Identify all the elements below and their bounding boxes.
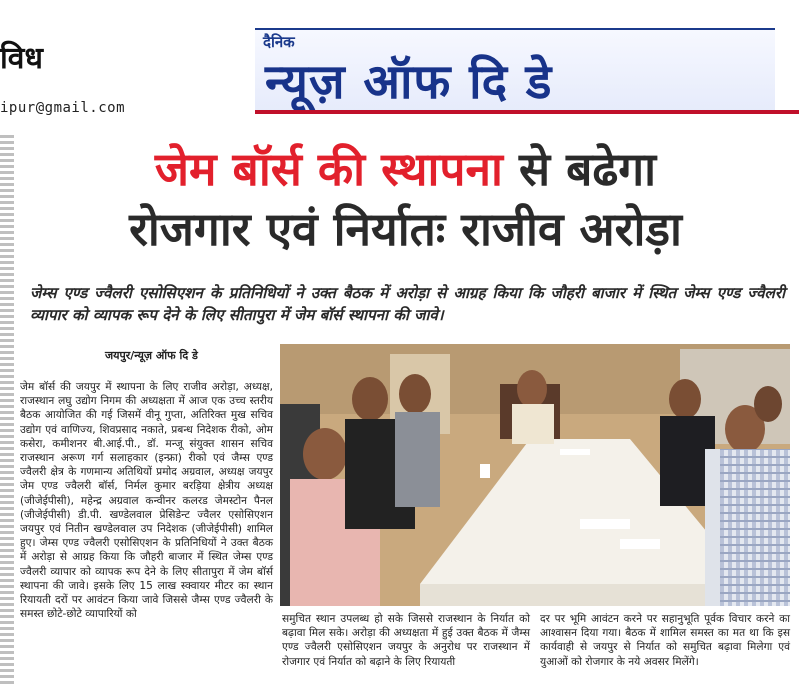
headline-black-part: से बढेगा: [502, 142, 657, 196]
article-column-3: दर पर भूमि आवंटन करने पर सहानुभूति पूर्वक विचार करने का आश्वासन दिया गया। बैठक में शामिल समस्त का मत था कि इस कार्यवाही से जयपुर से निर्यात को समुचित बढ़ावा मिलेगा एवं युआओं को रोजगार के नये अवसर मिलेंगे।: [540, 613, 790, 668]
article-deck: जेम्स एण्ड ज्वैलरी एसोसिएशन के प्रतिनिधियों ने उक्त बैठक में अरोड़ा से आग्रह किया कि जौहरी बाजार में स्थित जेम्स एण्ड ज्वैलरी व्यापार को व्यापक रूप देने के लिए सीतापुरा में जेम बॉर्स स्थापना की जावे।: [30, 284, 785, 324]
masthead: [0, 0, 799, 120]
article-column-2: समुचित स्थान उपलब्ध हो सके जिससे राजस्थान के निर्यात को बढ़ावा मिल सके। अरोड़ा की अध्यक्षता में हुई उक्त बैठक में जैम्स एण्ड ज्वैलरी एसोसिएशन जयपुर के अनुरोध पर राजस्थान में रोजगार एवं निर्यात को बढ़ाने के लिए रियायती: [282, 613, 530, 668]
article-column-1: जेम बॉर्स की जयपुर में स्थापना के लिए राजीव अरोड़ा, अध्यक्ष, राजस्थान लघु उद्योग निगम की अध्यक्षता में आज एक उच्च स्तरीय बैठक आयोजित की गई जिसमें वीनू गुप्ता, अतिरिक्त मुख सचिव उद्योग एवं वाणिज्य, शिवप्रसाद नकाते, प्रबन्ध निदेशक रीको, ओम कसेरा, कमीशनर बी.आई.पी., डॉ. मन्जू संयुक्त शासन सचिव राजस्थान अरूण गर्ग सलाहकार (इन्फ्रा) रीको एवं जैम्स एण्ड ज्वैलरी क्षेत्र के गणमान्य अतिथियों प्रमोद अग्रवाल, अध्यक्ष जयपुर जेम एण्ड ज्वैलरी बॉर्स, निर्मल कुमार बरड़िया क्षेत्रीय अध्यक्ष (जीजेईपीसी), महेन्द्र अग्रवाल कन्वीनर कलरड जेमस्टोन पैनल (जीजेईपीसी) डी.पी. खण्डेलवाल प्रेसिडेन्ट ज्वैलर एसोसिएशन जयपुर एवं नितीन खण्डेलवाल उप निदेशक (जीजेईपीसी) शामिल हुए। जेम्स एण्ड ज्वैलरी एसोसिएशन के प्रतिनिधियों ने उक्त बैठक में अरोड़ा से आग्रह किया कि जौहरी बाजार में स्थित जेम्स एण्ड ज्वैलरी व्यापार को व्यापक रूप देने के लिए सीतापुरा में जेम बॉर्स स्थापना की जावे। इसके लिए 15 लाख स्क्वायर मीटर का स्थान रियायती दरों पर आवंटन किया जावे जिससे जैम्स एण्ड ज्वैलरी के समस्त छोटे-छोटे व्यापारियों को: [20, 381, 273, 621]
article-dateline: जयपुर/न्यूज़ ऑफ दि डे: [105, 349, 198, 362]
masthead-email: ipur@gmail.com: [0, 100, 126, 116]
adjacent-masthead-fragment: विध: [0, 41, 43, 76]
newspaper-nameplate: [255, 28, 775, 114]
nameplate-daily-label: दैनिक: [263, 33, 295, 51]
masthead-red-rule: [255, 110, 799, 114]
left-margin-border: [0, 135, 14, 685]
meeting-photo: [280, 344, 790, 606]
newspaper-title: न्यूज़ ऑफ दि डे: [265, 54, 553, 110]
headline-line-1: [18, 140, 793, 198]
headline-red-part: जेम बॉर्स की स्थापना: [154, 142, 503, 196]
headline-line-2: रोजगार एवं निर्यातः राजीव अरोड़ा: [129, 202, 682, 256]
meeting-photo-illustration: [280, 344, 790, 606]
